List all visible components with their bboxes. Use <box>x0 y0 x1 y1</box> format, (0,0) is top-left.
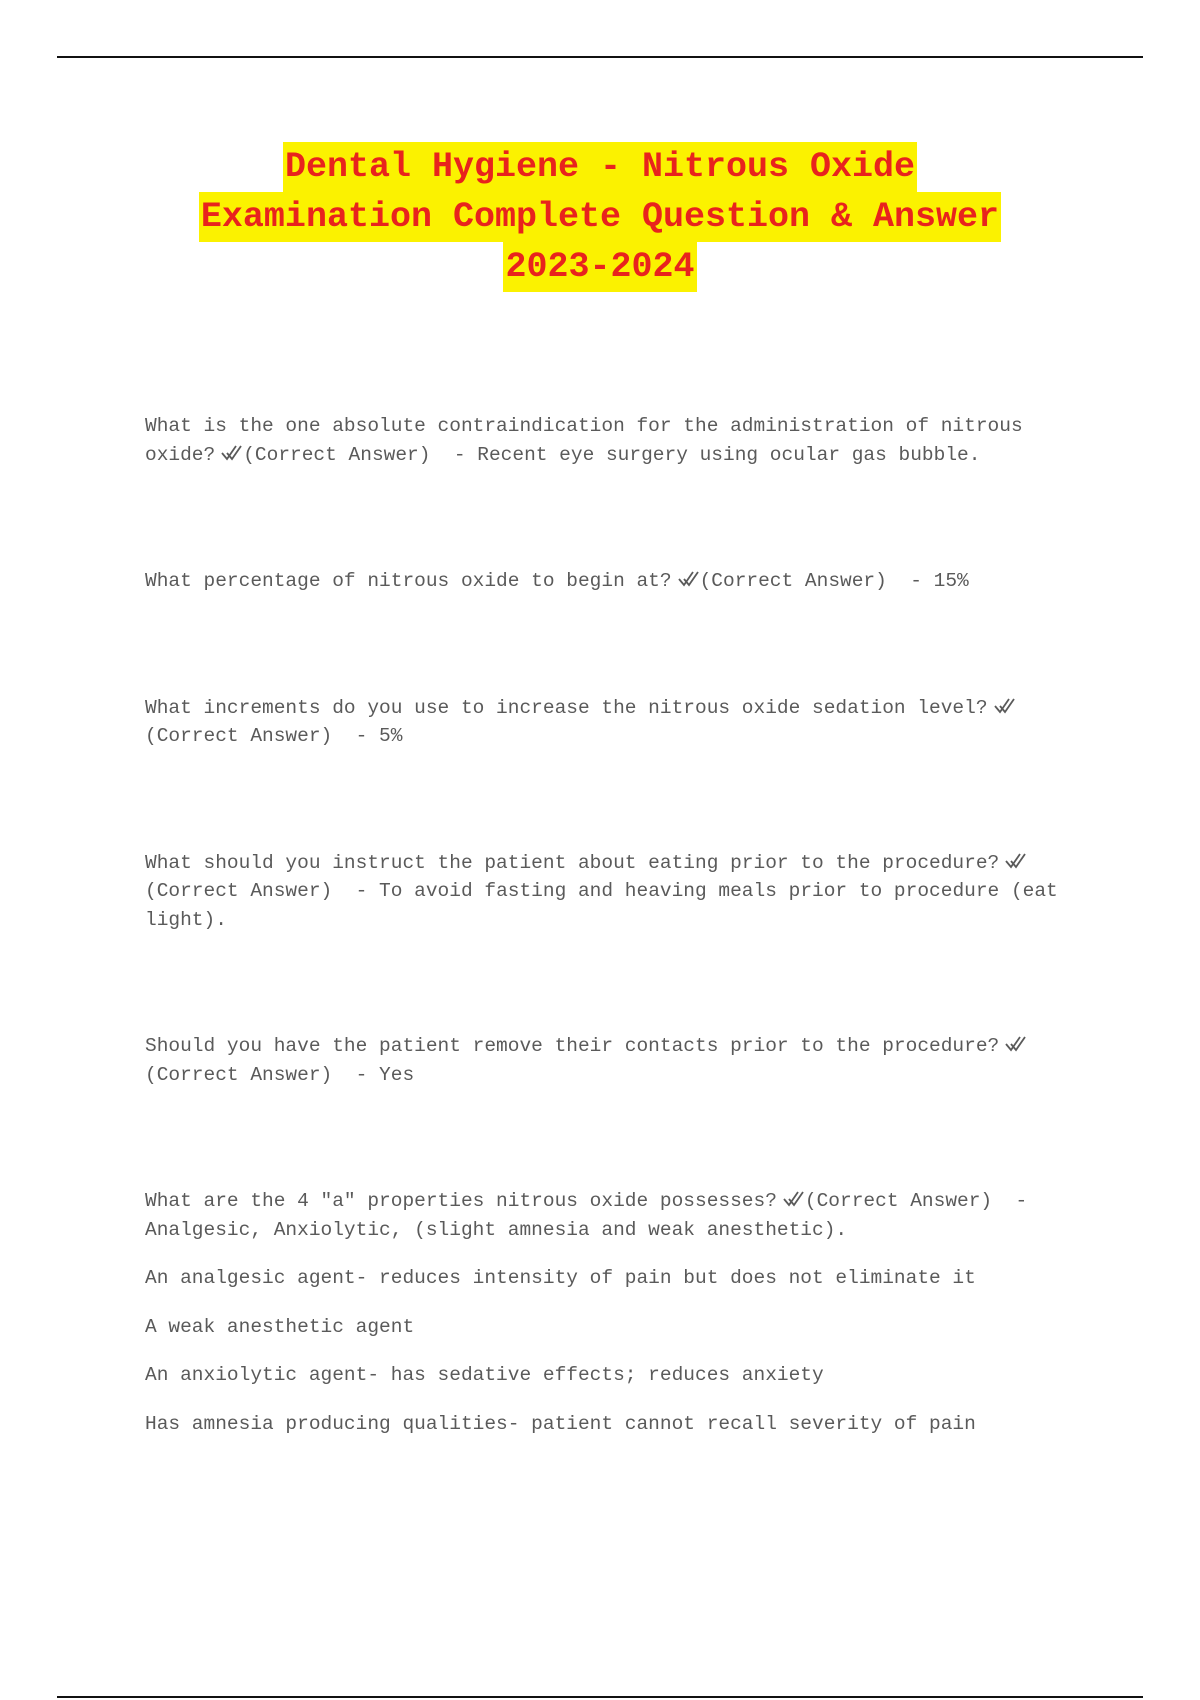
double-check-icon <box>783 1189 805 1209</box>
answer-marker: (Correct Answer) <box>699 570 887 592</box>
qa-content <box>145 412 1065 1438</box>
answer-text: - Recent eye surgery using ocular gas bubble. <box>453 443 981 466</box>
qa-item <box>145 1187 1065 1244</box>
answer-text: - To avoid fasting and heaving meals prior to procedure (eat light). <box>145 880 1058 931</box>
note-paragraph: An anxiolytic agent- has sedative effects; reduces anxiety <box>145 1364 824 1386</box>
title-line-3: 2023-2024 <box>503 242 696 292</box>
answer-text: - 15% <box>910 570 969 592</box>
qa-item <box>145 849 1065 935</box>
question-text: Should you have the patient remove their contacts prior to the procedure? <box>145 1035 1000 1057</box>
note-paragraph: An analgesic agent- reduces intensity of pain but does not eliminate it <box>145 1267 976 1289</box>
question-text: What should you instruct the patient about eating prior to the procedure? <box>145 851 1000 874</box>
answer-marker: (Correct Answer) <box>145 880 333 902</box>
answer-text: - Analgesic, Anxiolytic, (slight amnesia and weak anesthetic). <box>145 1190 1028 1241</box>
title-line-2: Examination Complete Question & Answer <box>199 192 1001 242</box>
bottom-rule <box>57 1696 1143 1698</box>
answer-marker: (Correct Answer) <box>145 1063 333 1086</box>
qa-item <box>145 567 1065 596</box>
double-check-icon <box>221 443 243 463</box>
qa-item <box>145 694 1065 751</box>
note-paragraph: Has amnesia producing qualities- patient cannot recall severity of pain <box>145 1412 976 1435</box>
answer-marker: (Correct Answer) <box>804 1190 993 1212</box>
question-text: What are the 4 "a" properties nitrous oxide possesses? <box>145 1190 777 1212</box>
qa-item <box>145 1032 1065 1089</box>
question-text: What increments do you use to increase the nitrous oxide sedation level? <box>145 696 988 719</box>
question-text: What percentage of nitrous oxide to begin at? <box>145 570 672 592</box>
double-check-icon <box>1005 851 1027 871</box>
answer-marker: (Correct Answer) <box>243 443 431 466</box>
double-check-icon <box>994 696 1016 716</box>
double-check-icon <box>678 569 700 589</box>
answer-text: - Yes <box>355 1063 415 1086</box>
document-title <box>100 142 1100 292</box>
note-paragraph: A weak anesthetic agent <box>145 1315 415 1338</box>
double-check-icon <box>1005 1034 1027 1054</box>
question-text: What is the one absolute contraindication for the administration of nitrous oxide? <box>145 415 1023 466</box>
answer-marker: (Correct Answer) <box>145 725 333 747</box>
answer-text: - 5% <box>355 725 403 747</box>
qa-item <box>145 412 1065 469</box>
title-line-1: Dental Hygiene - Nitrous Oxide <box>283 142 917 192</box>
top-rule <box>57 56 1143 58</box>
